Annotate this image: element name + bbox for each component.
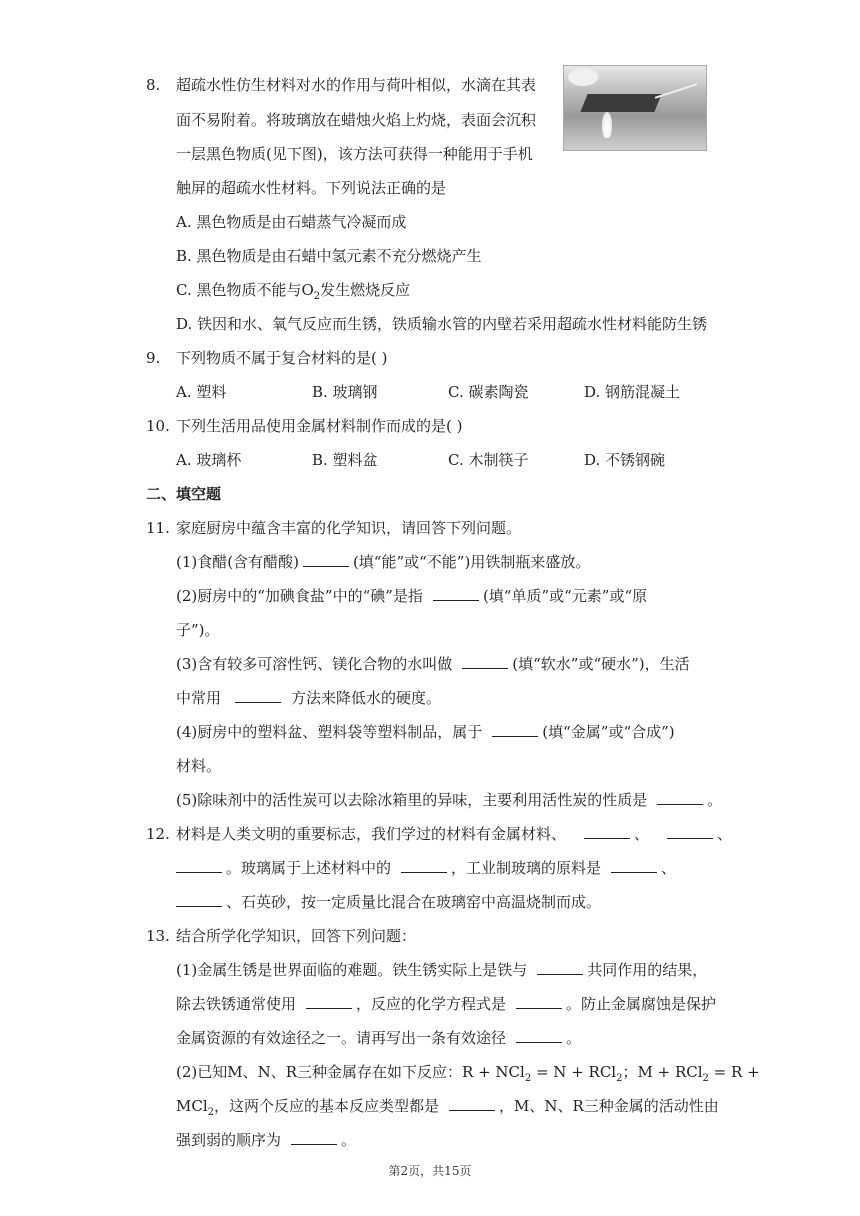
- q11-number: 11.: [146, 519, 170, 537]
- q12-line3-text-a: 、石英砂，按一定质量比混合在玻璃窑中高温烧制而成。: [226, 893, 602, 911]
- q9-option-c: C. 碳素陶瓷: [448, 383, 529, 401]
- photo-glass-plate: [580, 94, 661, 112]
- q8-option-d: D. 铁因和水、氧气反应而生锈，铁质输水管的内壁若采用超疏水性材料能防生锈: [176, 315, 708, 333]
- q13-part1-text-a: (1)金属生锈是世界面临的难题。铁生锈实际上是铁与: [176, 961, 528, 979]
- q13-part2-text-a: (2)已知M、N、R三种金属存在如下反应：R + NCl: [176, 1063, 525, 1081]
- q13-part1-text-f: 金属资源的有效途径之一。请再写出一条有效途径: [176, 1029, 507, 1047]
- q13-part2-sub-4: 2: [207, 1107, 215, 1118]
- photo-background-blob: [568, 68, 598, 86]
- q11-part2: [176, 586, 647, 606]
- answer-blank[interactable]: [516, 994, 562, 1009]
- answer-blank[interactable]: [303, 552, 349, 567]
- answer-blank[interactable]: [584, 824, 630, 839]
- answer-blank[interactable]: [291, 1130, 337, 1145]
- answer-blank[interactable]: [657, 790, 703, 805]
- q11-part2-text-b: (填“单质”或“元素”或“原: [482, 587, 648, 605]
- q13-part1-text-g: 。: [566, 1029, 582, 1047]
- q13-part1-line3: [176, 1028, 581, 1048]
- q8-stem-line-2: 面不易附着。将玻璃放在蜡烛火焰上灼烧，表面会沉积: [176, 111, 537, 129]
- page-footer: 第2页，共15页: [388, 1164, 472, 1178]
- q12-line3: [176, 892, 601, 912]
- q13-part1-text-c: 除去铁锈通常使用: [176, 995, 297, 1013]
- q10-option-c: C. 木制筷子: [448, 451, 529, 469]
- q8-stem-line-4: 触屏的超疏水性材料。下列说法正确的是: [176, 179, 447, 197]
- answer-blank[interactable]: [516, 1028, 562, 1043]
- q8-option-b: B. 黑色物质是由石蜡中氢元素不充分燃烧产生: [176, 247, 482, 265]
- answer-blank[interactable]: [176, 858, 222, 873]
- q13-part1-line2: [176, 994, 716, 1014]
- section-heading-fill-blank: 二、填空题: [146, 485, 222, 503]
- answer-blank[interactable]: [235, 688, 281, 703]
- answer-blank[interactable]: [433, 586, 479, 601]
- q10-option-b: B. 塑料盆: [312, 451, 378, 469]
- q11-part1-text-b: (填“能”或“不能”)用铁制瓶来盛放。: [352, 553, 591, 571]
- q8-stem-line-3: 一层黑色物质(见下图)，该方法可获得一种能用于手机: [176, 145, 533, 163]
- q13-part2-text-e: MCl: [176, 1097, 208, 1115]
- q12-line2-text-a: 。玻璃属于上述材料中的: [226, 859, 392, 877]
- answer-blank[interactable]: [401, 858, 447, 873]
- q11-part3-text-d: 方法来降低水的硬度。: [291, 689, 442, 707]
- q11-part5-text-b: 。: [707, 791, 723, 809]
- q13-part2-text-b: = N + RCl: [531, 1063, 617, 1081]
- q12-number: 12.: [146, 825, 170, 843]
- q8-option-c-post: 发生燃烧反应: [320, 281, 411, 299]
- q11-part3-text-b: (填“软水”或“硬水”)，生活: [512, 655, 690, 673]
- q12-line2: [176, 858, 676, 878]
- q13-part2-text-h: 强到弱的顺序为: [176, 1131, 282, 1149]
- q11-part3-text-c: 中常用: [176, 689, 222, 707]
- q11-part3: [176, 654, 690, 674]
- q12-line2-text-b: ，工业制玻璃的原料是: [451, 859, 602, 877]
- q13-part2-text-i: 。: [341, 1131, 357, 1149]
- q13-part2-line3: [176, 1130, 356, 1150]
- q8-option-c-sub: 2: [313, 291, 321, 302]
- q13-part1-line1: [176, 960, 707, 980]
- answer-blank[interactable]: [537, 960, 583, 975]
- q11-part1: [176, 552, 590, 572]
- q13-part2-sub-2: 2: [616, 1073, 623, 1084]
- q13-part2-sub-1: 2: [524, 1073, 532, 1084]
- q13-part2-sub-3: 2: [702, 1073, 709, 1084]
- q11-part4: [176, 722, 675, 742]
- q11-part4-text-a: (4)厨房中的塑料盆、塑料袋等塑料制品，属于: [176, 723, 483, 741]
- q12-line1-sep-2: 、: [717, 825, 733, 843]
- q11-part1-text-a: (1)食醋(含有醋酸): [176, 553, 299, 571]
- q11-part2-cont: 子”)。: [176, 621, 220, 639]
- q9-option-a: A. 塑料: [176, 383, 227, 401]
- q13-part2-text-g: ，M、N、R三种金属的活动性由: [499, 1097, 719, 1115]
- answer-blank[interactable]: [667, 824, 713, 839]
- q12-line2-text-c: 、: [661, 859, 677, 877]
- q13-part1-text-e: 。防止金属腐蚀是保护: [566, 995, 717, 1013]
- q11-part3-cont: [176, 688, 441, 708]
- q8-option-c: [176, 280, 410, 307]
- answer-blank[interactable]: [449, 1096, 495, 1111]
- q9-option-d: D. 钢筋混凝土: [584, 383, 681, 401]
- q10-stem: 下列生活用品使用金属材料制作而成的是( ): [176, 417, 463, 435]
- photo-tongs: [655, 83, 697, 98]
- q8-option-a: A. 黑色物质是由石蜡蒸气冷凝而成: [176, 213, 407, 231]
- q11-stem: 家庭厨房中蕴含丰富的化学知识，请回答下列问题。: [176, 519, 522, 537]
- q13-part1-text-b: 共同作用的结果，: [587, 961, 708, 979]
- q13-part2-text-d: = R +: [708, 1063, 760, 1081]
- q9-option-b: B. 玻璃钢: [312, 383, 378, 401]
- q10-number: 10.: [146, 417, 170, 435]
- candle-experiment-photo: [563, 65, 707, 151]
- q11-part5-text-a: (5)除味剂中的活性炭可以去除冰箱里的异味，主要利用活性炭的性质是: [176, 791, 648, 809]
- q13-number: 13.: [146, 927, 170, 945]
- q8-number: 8.: [146, 76, 161, 94]
- q12-line1-sep-1: 、: [634, 825, 650, 843]
- q11-part3-text-a: (3)含有较多可溶性钙、镁化合物的水叫做: [176, 655, 453, 673]
- q13-part2-line1: [176, 1062, 760, 1089]
- q10-option-d: D. 不锈钢碗: [584, 451, 666, 469]
- q13-part2-text-c: ；M + RCl: [622, 1063, 703, 1081]
- answer-blank[interactable]: [611, 858, 657, 873]
- q8-option-c-pre: C. 黑色物质不能与O: [176, 281, 314, 299]
- q11-part2-text-a: (2)厨房中的“加碘食盐”中的“碘”是指: [176, 587, 423, 605]
- q11-part5: [176, 790, 722, 810]
- photo-candle-flame: [602, 112, 612, 138]
- q11-part4-text-b: (填“金属”或“合成”): [542, 723, 675, 741]
- answer-blank[interactable]: [492, 722, 538, 737]
- q13-part1-text-d: ，反应的化学方程式是: [356, 995, 507, 1013]
- q12-line1: [176, 824, 732, 844]
- q9-stem: 下列物质不属于复合材料的是( ): [176, 349, 388, 367]
- q10-option-a: A. 玻璃杯: [176, 451, 242, 469]
- q12-line1-text-a: 材料是人类文明的重要标志，我们学过的材料有金属材料、: [176, 825, 567, 843]
- q13-stem: 结合所学化学知识，回答下列问题：: [176, 927, 417, 945]
- q8-stem-line-1: 超疏水性仿生材料对水的作用与荷叶相似，水滴在其表: [176, 76, 537, 94]
- answer-blank[interactable]: [176, 892, 222, 907]
- q11-part4-cont: 材料。: [176, 757, 222, 775]
- q13-part2-text-f: ，这两个反应的基本反应类型都是: [214, 1097, 440, 1115]
- q13-part2-line2: [176, 1096, 719, 1123]
- answer-blank[interactable]: [462, 654, 508, 669]
- q9-number: 9.: [146, 349, 161, 367]
- answer-blank[interactable]: [306, 994, 352, 1009]
